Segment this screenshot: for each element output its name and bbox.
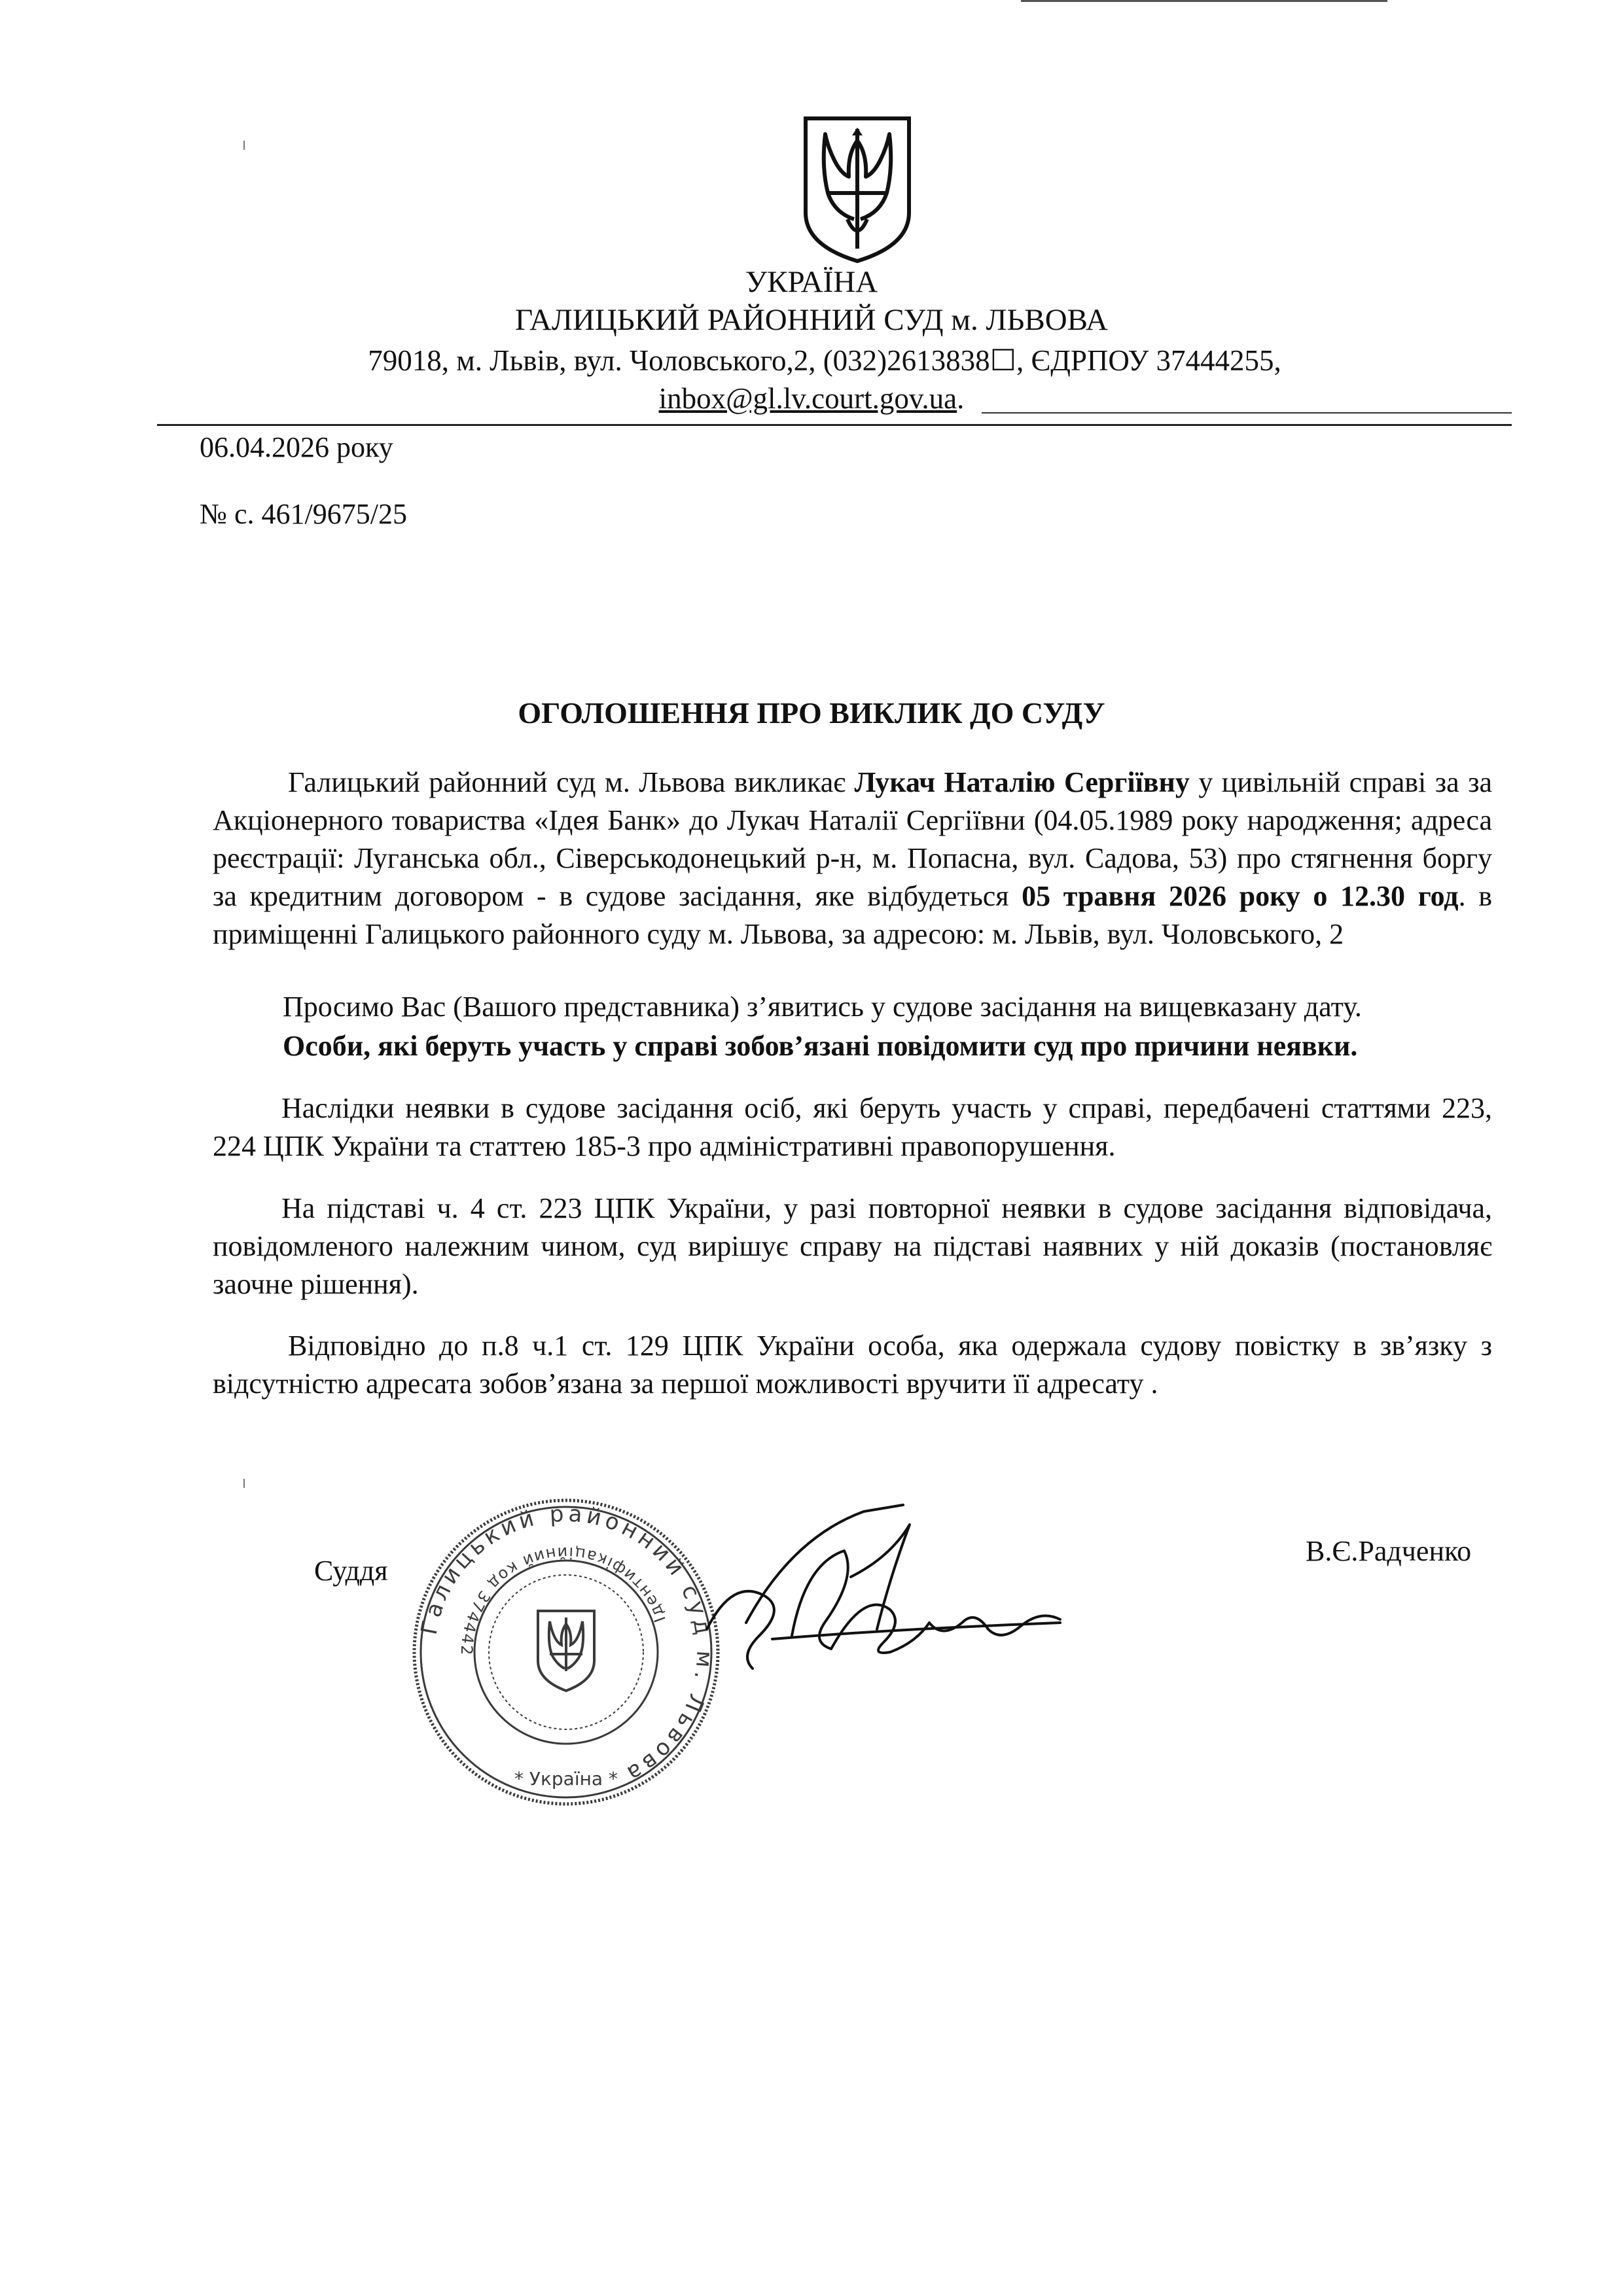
coat-of-arms-emblem — [802, 115, 913, 265]
summons-text-middle: у цивільній справі за за Акціонерного товариства «Ідея Банк» до Лукач Наталії Сергіївни (04.05.1989 року народження; адреса реєстрації: Луганська обл., Сіверськодонецький р-н, м. Попасна, вул. Садова, 53) про стягнення боргу за кредитним договором - в судове засідання, яке відбудеться — [213, 766, 1492, 912]
signature-role: Суддя — [314, 1555, 388, 1587]
paragraph-request: Просимо Вас (Вашого представника) з’явитись у судове засідання на вищевказану дату. — [283, 991, 1362, 1023]
signature-name: В.Є.Радченко — [1306, 1535, 1472, 1567]
paragraph-obligation: Особи, які беруть участь у справі зобов’язані повідомити суд про причини неявки. — [283, 1030, 1358, 1062]
summons-text-end: . в приміщенні Галицького районного суду м. Львова, за адресою: м. Львів, вул. Чоловського, 2 — [213, 880, 1492, 950]
court-stamp — [406, 1492, 726, 1812]
stamp-emblem-icon — [538, 1611, 594, 1691]
summons-defendant-name: Лукач Наталію Сергіївну — [854, 766, 1190, 798]
header-address-line: 79018, м. Львів, вул. Чоловського,2, (032)2613838☐, ЄДРПОУ 37444255, — [368, 344, 1281, 377]
summons-hearing-date: 05 травня 2026 року о 12.30 год — [1022, 880, 1459, 912]
header-email-suffix: . — [957, 382, 965, 415]
judge-signature — [694, 1498, 1099, 1701]
scan-margin-mark — [243, 141, 245, 150]
header-email-link[interactable]: inbox@gl.lv.court.gov.ua — [658, 382, 957, 415]
scan-margin-mark — [243, 1479, 245, 1488]
document-date: 06.04.2026 року — [200, 431, 393, 463]
stamp-inner-text: Ідентифікаційний код 374442 — [457, 1543, 669, 1657]
stamp-outer-text: Галицький районний суд м. Львова — [416, 1500, 718, 1789]
document-title: ОГОЛОШЕННЯ ПРО ВИКЛИК ДО СУДУ — [518, 696, 1105, 730]
header-court-name: ГАЛИЦЬКИЙ РАЙОННИЙ СУД м. ЛЬВОВА — [515, 303, 1108, 337]
paragraph-summons — [213, 764, 1492, 953]
header-country: УКРАЇНА — [745, 265, 878, 299]
header-divider — [157, 424, 1512, 426]
case-number: № с. 461/9675/25 — [200, 498, 407, 530]
summons-text-start: Галицький районний суд м. Львова викликає — [288, 766, 855, 798]
stamp-bottom-text: * Україна * — [514, 1768, 618, 1790]
paragraph-default-judgment: На підставі ч. 4 ст. 223 ЦПК України, у разі повторної неявки в судове засідання відповідача, повідомленого належним чином, суд вирішує справу на підставі наявних у ній доказів (постановляє заочне рішення). — [213, 1192, 1492, 1300]
header-divider-accent — [982, 412, 1512, 414]
scan-edge-line — [1021, 0, 1387, 2]
paragraph-delivery-duty: Відповідно до п.8 ч.1 ст. 129 ЦПК України особа, яка одержала судову повістку в зв’язку з відсутністю адресата зобов’язана за першої можливості вручити її адресату . — [213, 1330, 1492, 1400]
paragraph-consequences: Наслідки неявки в судове засідання осіб, які беруть участь у справі, передбачені статтями 223, 224 ЦПК України та статтею 185-3 про адміністративні правопорушення. — [213, 1092, 1492, 1162]
